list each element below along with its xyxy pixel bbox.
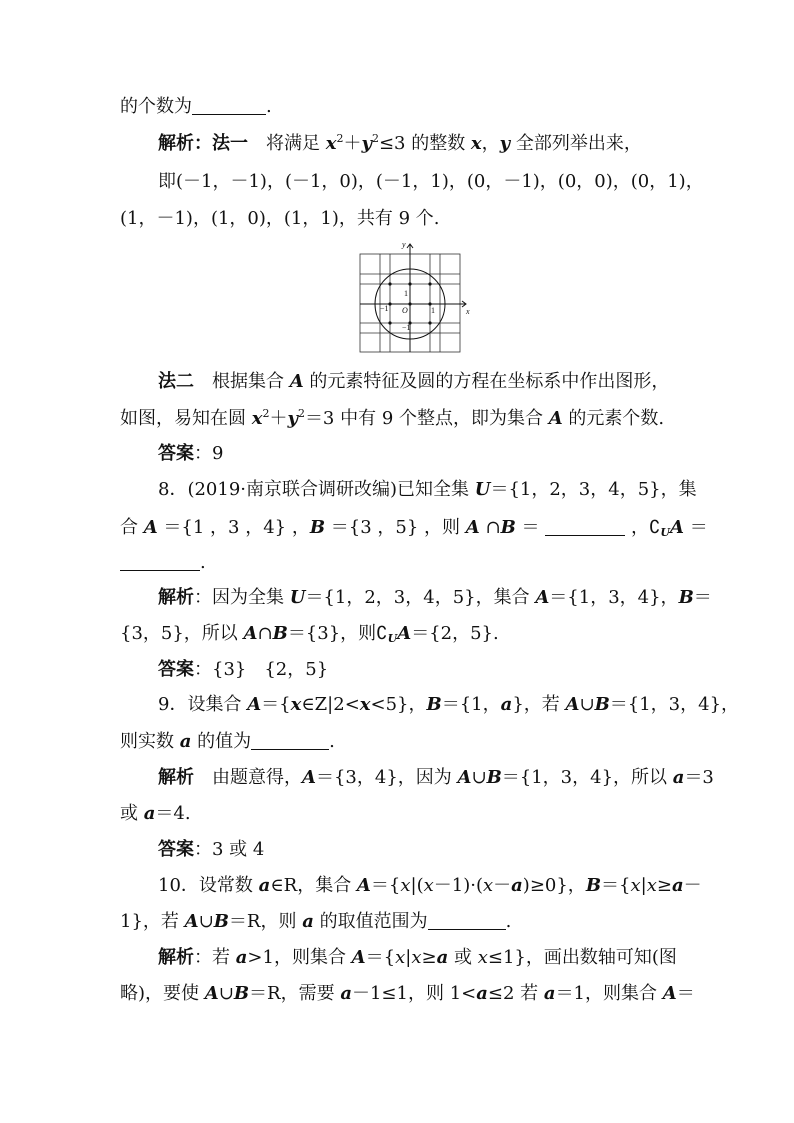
tick-label-y-1: 1 xyxy=(404,289,408,298)
line-15: 则实数 a 的值为 . xyxy=(120,731,335,752)
line-16: 解析 由题意得，A＝{3，4}，因为 A∪B＝{1，3，4}，所以 a＝3 xyxy=(158,767,714,788)
line-9: 合 A ＝{1 ，3 ，4} ，B ＝{3 ，5} ，则 A ∩B ＝ ，$∁_UA$ ＝ xyxy=(120,517,708,539)
line-20: 1}，若 A∪B＝R，则 a 的取值范围为 . xyxy=(120,911,512,932)
line-7: 答案：9 xyxy=(158,443,224,464)
line-4: (1，－1)，(1，0)，(1，1)，共有 9 个. xyxy=(120,208,440,229)
line-3: 即(－1，－1)，(－1，0)，(－1，1)，(0，－1)，(0，0)，(0，1)， xyxy=(158,171,704,192)
answer-blank xyxy=(428,911,506,930)
tick-label-x-1: 1 xyxy=(431,306,435,315)
line-21: 解析：若 a>1，则集合 A＝{x|x≥a 或 x≤1}，画出数轴可知(图 xyxy=(158,947,677,968)
line-19: 10．设常数 a∈R，集合 A＝{x|(x－1)·(x－a)≥0}，B＝{x|x≥a－ xyxy=(158,875,702,896)
origin-label: O xyxy=(402,306,408,315)
x-axis-label: x xyxy=(466,307,470,316)
answer-blank xyxy=(120,552,200,571)
line-12: {3，5}，所以 A∩B＝{3}，则$∁_UA=\{2$，5}. xyxy=(120,623,499,645)
answer-blank xyxy=(545,517,625,536)
line-18: 答案：3 或 4 xyxy=(158,839,265,860)
tick-label-y-neg1: −1 xyxy=(402,323,411,332)
answer-blank xyxy=(251,731,329,750)
line-14: 9．设集合 A＝{x∈Z|2<x<5}，B＝{1，a}，若 A∪B＝{1，3，4}， xyxy=(158,694,740,715)
line-10: . xyxy=(120,549,680,577)
line-6: 如图，易知在圆 $x^2+y^2=3$ 中有 9 个整点，即为集合 A 的元素个数. xyxy=(120,407,665,429)
line-13: 答案：{3} {2，5} xyxy=(158,659,329,680)
y-axis-label: y xyxy=(402,240,406,249)
tick-label-x-neg1: −1 xyxy=(380,304,389,313)
line-11: 解析：因为全集 U＝{1，2，3，4，5}，集合 A＝{1，3，4}，B＝ xyxy=(158,587,712,608)
line-22: 略)，要使 A∪B＝R，需要 a－1≤1，则 1<a≤2 若 a＝1，则集合 A＝ xyxy=(120,983,695,1004)
line-8: 8．(2019·南京联合调研改编)已知全集 U＝{1，2，3，4，5}，集 xyxy=(158,479,697,500)
lattice-circle-figure xyxy=(358,238,472,354)
line-5: 法二 根据集合 A 的元素特征及圆的方程在坐标系中作出图形， xyxy=(158,371,670,392)
line-1: 的个数为 . xyxy=(120,96,272,117)
answer-blank xyxy=(192,96,266,115)
line-2: 解析：法一 将满足 $x^2+y^2\le 3$ 的整数 x，y 全部列举出来， xyxy=(158,132,642,154)
line-17: 或 a＝4. xyxy=(120,803,191,824)
